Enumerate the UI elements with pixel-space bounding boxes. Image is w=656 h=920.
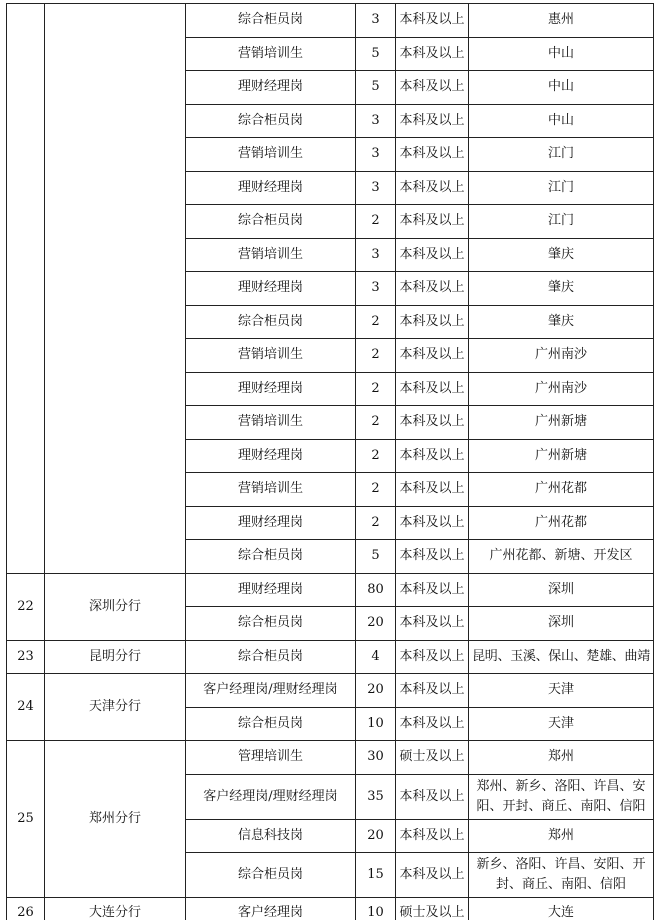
position-cell: 理财经理岗 [186, 171, 356, 205]
count-cell: 30 [356, 741, 396, 775]
position-cell: 综合柜员岗 [186, 707, 356, 741]
branch-name-cell: 郑州分行 [45, 741, 186, 898]
row-number-cell: 26 [7, 898, 45, 920]
position-cell: 管理培训生 [186, 741, 356, 775]
position-cell: 理财经理岗 [186, 506, 356, 540]
education-cell: 本科及以上 [396, 540, 469, 574]
education-cell: 本科及以上 [396, 573, 469, 607]
education-cell: 本科及以上 [396, 640, 469, 674]
count-cell: 2 [356, 372, 396, 406]
location-cell: 广州花都 [469, 506, 654, 540]
recruitment-table [6, 3, 654, 920]
location-cell: 昆明、玉溪、保山、楚雄、曲靖 [469, 640, 654, 674]
position-cell: 信息科技岗 [186, 819, 356, 853]
branch-name-cell: 昆明分行 [45, 640, 186, 674]
position-cell: 营销培训生 [186, 37, 356, 71]
position-cell: 理财经理岗 [186, 71, 356, 105]
education-cell: 本科及以上 [396, 774, 469, 819]
position-cell: 营销培训生 [186, 238, 356, 272]
education-cell: 本科及以上 [396, 205, 469, 239]
count-cell: 15 [356, 853, 396, 898]
count-cell: 20 [356, 819, 396, 853]
position-cell: 营销培训生 [186, 339, 356, 373]
table-row [7, 640, 654, 674]
location-cell: 广州花都、新塘、开发区 [469, 540, 654, 574]
education-cell: 本科及以上 [396, 272, 469, 306]
count-cell: 2 [356, 406, 396, 440]
position-cell: 理财经理岗 [186, 439, 356, 473]
count-cell: 3 [356, 138, 396, 172]
location-cell: 郑州 [469, 819, 654, 853]
count-cell: 20 [356, 674, 396, 708]
branch-name-cell: 深圳分行 [45, 573, 186, 640]
count-cell: 2 [356, 305, 396, 339]
position-cell: 综合柜员岗 [186, 607, 356, 641]
count-cell: 2 [356, 205, 396, 239]
count-cell: 20 [356, 607, 396, 641]
count-cell: 3 [356, 171, 396, 205]
location-cell: 中山 [469, 71, 654, 105]
position-cell: 客户经理岗/理财经理岗 [186, 674, 356, 708]
row-number-cell: 24 [7, 674, 45, 741]
position-cell: 营销培训生 [186, 473, 356, 507]
location-cell: 惠州 [469, 4, 654, 38]
location-cell: 中山 [469, 104, 654, 138]
row-number-cell: 22 [7, 573, 45, 640]
position-cell: 综合柜员岗 [186, 205, 356, 239]
count-cell: 5 [356, 37, 396, 71]
location-cell: 郑州、新乡、洛阳、许昌、安阳、开封、商丘、南阳、信阳 [469, 774, 654, 819]
education-cell: 本科及以上 [396, 372, 469, 406]
location-cell: 肇庆 [469, 272, 654, 306]
education-cell: 本科及以上 [396, 138, 469, 172]
education-cell: 本科及以上 [396, 674, 469, 708]
count-cell: 3 [356, 4, 396, 38]
education-cell: 本科及以上 [396, 71, 469, 105]
location-cell: 中山 [469, 37, 654, 71]
position-cell: 综合柜员岗 [186, 853, 356, 898]
count-cell: 10 [356, 898, 396, 920]
location-cell: 广州新塘 [469, 439, 654, 473]
education-cell: 本科及以上 [396, 37, 469, 71]
branch-name-cell: 天津分行 [45, 674, 186, 741]
location-cell: 郑州 [469, 741, 654, 775]
location-cell: 江门 [469, 138, 654, 172]
branch-name-cell [45, 4, 186, 574]
count-cell: 3 [356, 104, 396, 138]
education-cell: 本科及以上 [396, 238, 469, 272]
education-cell: 本科及以上 [396, 473, 469, 507]
position-cell: 客户经理岗/理财经理岗 [186, 774, 356, 819]
table-row [7, 898, 654, 920]
location-cell: 天津 [469, 674, 654, 708]
location-cell: 肇庆 [469, 238, 654, 272]
education-cell: 本科及以上 [396, 4, 469, 38]
location-cell: 深圳 [469, 573, 654, 607]
position-cell: 营销培训生 [186, 406, 356, 440]
row-number-cell [7, 4, 45, 574]
position-cell: 理财经理岗 [186, 272, 356, 306]
count-cell: 80 [356, 573, 396, 607]
table-row [7, 741, 654, 775]
location-cell: 江门 [469, 205, 654, 239]
branch-name-cell: 大连分行 [45, 898, 186, 920]
count-cell: 2 [356, 473, 396, 507]
position-cell: 综合柜员岗 [186, 4, 356, 38]
location-cell: 广州新塘 [469, 406, 654, 440]
location-cell: 大连 [469, 898, 654, 920]
table-row [7, 4, 654, 38]
position-cell: 理财经理岗 [186, 573, 356, 607]
position-cell: 综合柜员岗 [186, 305, 356, 339]
education-cell: 本科及以上 [396, 506, 469, 540]
education-cell: 本科及以上 [396, 406, 469, 440]
position-cell: 综合柜员岗 [186, 540, 356, 574]
location-cell: 肇庆 [469, 305, 654, 339]
count-cell: 3 [356, 238, 396, 272]
position-cell: 营销培训生 [186, 138, 356, 172]
education-cell: 本科及以上 [396, 819, 469, 853]
location-cell: 广州花都 [469, 473, 654, 507]
position-cell: 综合柜员岗 [186, 640, 356, 674]
location-cell: 江门 [469, 171, 654, 205]
count-cell: 2 [356, 439, 396, 473]
location-cell: 广州南沙 [469, 372, 654, 406]
table-row [7, 674, 654, 708]
count-cell: 2 [356, 506, 396, 540]
location-cell: 天津 [469, 707, 654, 741]
location-cell: 新乡、洛阳、许昌、安阳、开封、商丘、南阳、信阳 [469, 853, 654, 898]
education-cell: 本科及以上 [396, 707, 469, 741]
location-cell: 深圳 [469, 607, 654, 641]
education-cell: 本科及以上 [396, 305, 469, 339]
count-cell: 5 [356, 540, 396, 574]
count-cell: 3 [356, 272, 396, 306]
education-cell: 硕士及以上 [396, 898, 469, 920]
location-cell: 广州南沙 [469, 339, 654, 373]
position-cell: 综合柜员岗 [186, 104, 356, 138]
row-number-cell: 23 [7, 640, 45, 674]
education-cell: 本科及以上 [396, 339, 469, 373]
education-cell: 本科及以上 [396, 439, 469, 473]
education-cell: 硕士及以上 [396, 741, 469, 775]
education-cell: 本科及以上 [396, 607, 469, 641]
education-cell: 本科及以上 [396, 171, 469, 205]
count-cell: 5 [356, 71, 396, 105]
count-cell: 10 [356, 707, 396, 741]
count-cell: 2 [356, 339, 396, 373]
position-cell: 理财经理岗 [186, 372, 356, 406]
education-cell: 本科及以上 [396, 104, 469, 138]
row-number-cell: 25 [7, 741, 45, 898]
table-row [7, 573, 654, 607]
count-cell: 35 [356, 774, 396, 819]
count-cell: 4 [356, 640, 396, 674]
position-cell: 客户经理岗 [186, 898, 356, 920]
education-cell: 本科及以上 [396, 853, 469, 898]
